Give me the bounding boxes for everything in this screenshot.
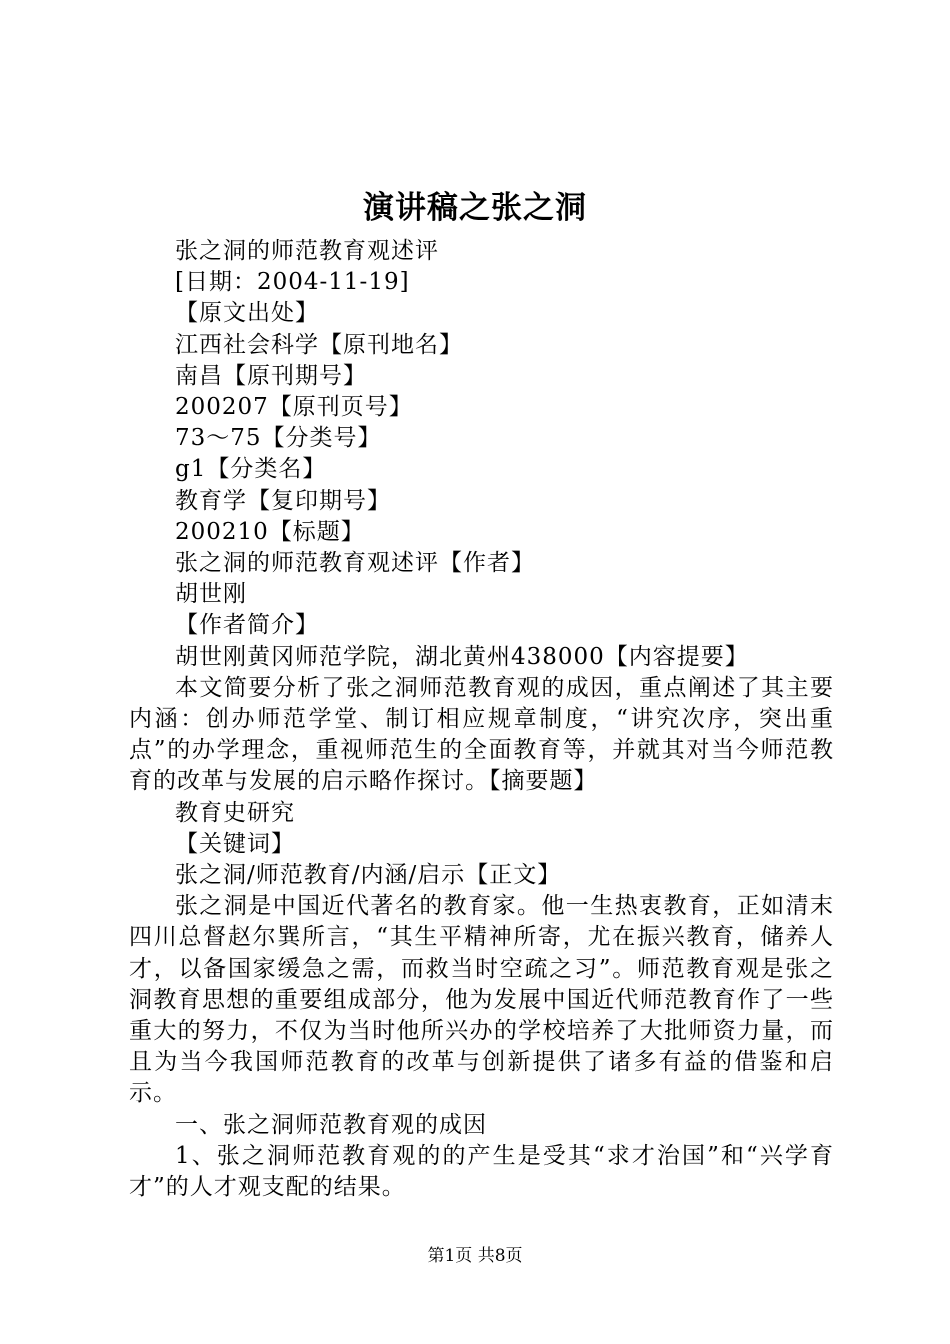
paragraph: [日期：2004-11-19] bbox=[175, 269, 410, 296]
paragraph: 教育学【复印期号】 bbox=[175, 487, 391, 514]
paragraph: 一、张之洞师范教育观的成因 bbox=[175, 1111, 487, 1138]
paragraph: 200210【标题】 bbox=[175, 518, 365, 545]
paragraph: 【作者简介】 bbox=[175, 612, 319, 639]
paragraph: 张之洞的师范教育观述评【作者】 bbox=[175, 550, 535, 577]
paragraph: 胡世刚 bbox=[175, 581, 247, 608]
document-body bbox=[129, 236, 834, 1203]
paragraph: g1【分类名】 bbox=[175, 456, 327, 483]
paragraph: 张之洞的师范教育观述评 bbox=[175, 238, 439, 264]
paragraph: 教育史研究 bbox=[175, 799, 295, 826]
paragraph: 【原文出处】 bbox=[175, 300, 319, 327]
page-footer: 第1页 共8页 bbox=[427, 1246, 523, 1266]
paragraph: 200207【原刊页号】 bbox=[175, 394, 413, 421]
paragraph: 张之洞是中国近代著名的教育家。他一生热衷教育，正如清末四川总督赵尔巽所言，“其生平精神所寄，尤在振兴教育，储养人才，以备国家缓急之需，而救当时空疏之习”。师范教育观是张之洞教育思想的重要组成部分，他为发展中国近代师范教育作了一些重大的努力，不仅为当时他所兴办的学校培养了大批师资力量，而且为当今我国师范教育的改革与创新提供了诸多有益的借鉴和启示。 bbox=[129, 893, 834, 1107]
paragraph: 张之洞/师范教育/内涵/启示【正文】 bbox=[175, 862, 562, 889]
document-title: 演讲稿之张之洞 bbox=[363, 190, 587, 226]
paragraph: 【关键词】 bbox=[175, 830, 295, 857]
paragraph: 本文简要分析了张之洞师范教育观的成因，重点阐述了其主要内涵：创办师范学堂、制订相应规章制度，“讲究次序，突出重点”的办学理念，重视师范生的全面教育等，并就其对当今师范教育的改革与发展的启示略作探讨。【摘要题】 bbox=[129, 674, 834, 795]
paragraph: 胡世刚黄冈师范学院，湖北黄州438000【内容提要】 bbox=[175, 643, 749, 670]
paragraph: 江西社会科学【原刊地名】 bbox=[175, 331, 463, 358]
paragraph: 1、张之洞师范教育观的的产生是受其“求才治国”和“兴学育才”的人才观支配的结果。 bbox=[129, 1142, 834, 1201]
paragraph: 73～75【分类号】 bbox=[175, 425, 382, 452]
paragraph: 南昌【原刊期号】 bbox=[175, 362, 367, 389]
